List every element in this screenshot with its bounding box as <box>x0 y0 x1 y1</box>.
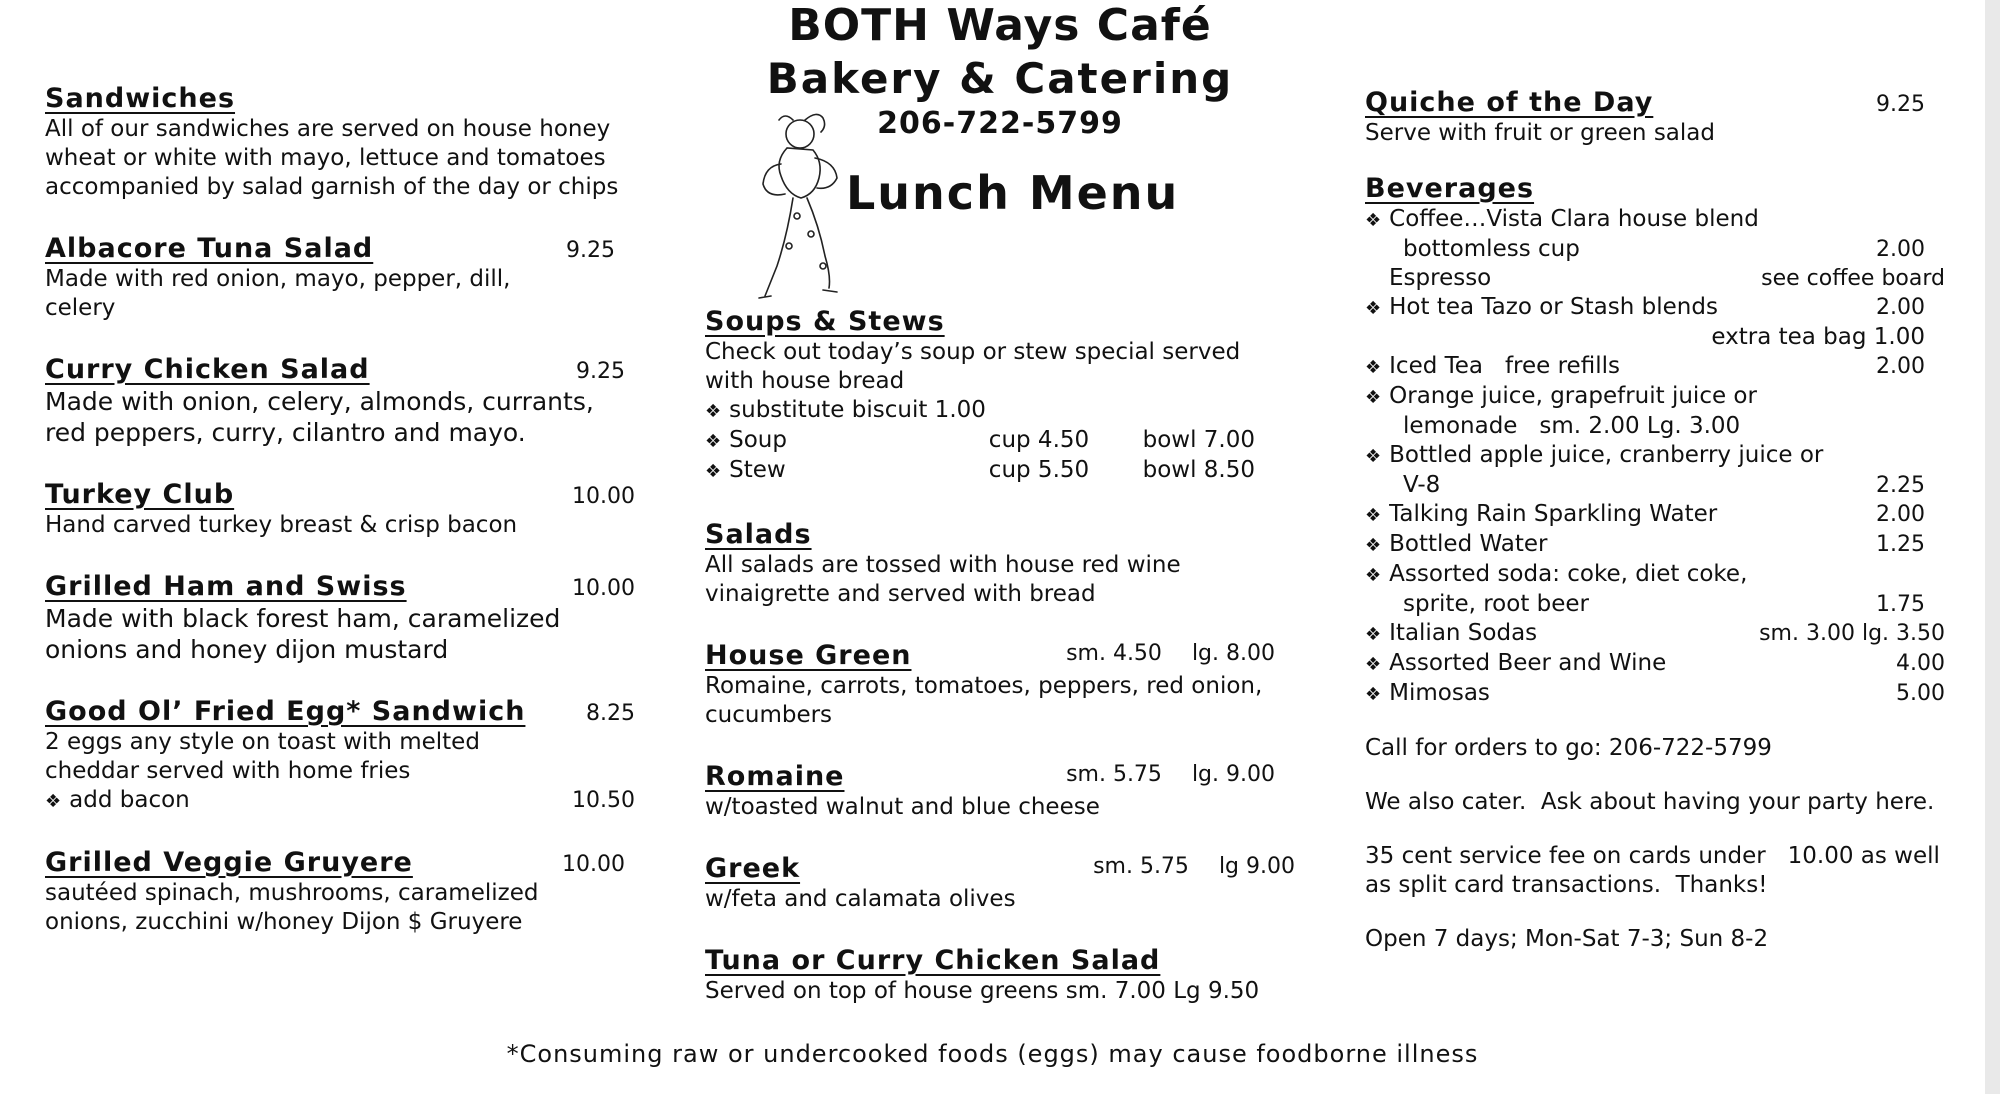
soups-salads-column <box>705 305 1305 1036</box>
item-desc: sautéed spinach, mushrooms, caramelized onions, zucchini w/honey Dijon $ Gruyere <box>45 880 539 935</box>
water-label: ❖ Bottled Water <box>1365 530 1547 560</box>
item-desc: Served on top of house greens sm. 7.00 Lg 9.50 <box>705 978 1260 1004</box>
food-safety-footer: *Consuming raw or undercooked foods (eggs) may cause foodborne illness <box>506 1040 1479 1068</box>
espresso-label: Espresso <box>1389 265 1492 291</box>
item-name: Tuna or Curry Chicken Salad <box>705 945 1161 976</box>
sandwiches-heading: Sandwiches <box>45 83 236 114</box>
mimosas-label: ❖ Mimosas <box>1365 679 1490 709</box>
menu-item <box>45 695 635 816</box>
sandwiches-column <box>45 82 645 967</box>
soup-bowl: bowl 7.00 <box>1142 427 1255 453</box>
rain-label: ❖ Talking Rain Sparkling Water <box>1365 500 1717 530</box>
item-price: 9.25 <box>566 238 615 263</box>
hot-tea-label: ❖ Hot tea Tazo or Stash blends <box>1365 293 1718 323</box>
juice-line: ❖ Orange juice, grapefruit juice or <box>1365 382 1945 412</box>
stew-cup: cup 5.50 <box>988 457 1090 483</box>
soups-intro: Check out today’s soup or stew special served with house bread <box>705 339 1241 394</box>
beverages-heading: Beverages <box>1365 173 1535 204</box>
v8-row <box>1365 471 1945 500</box>
call-line: Call for orders to go: 206-722-5799 <box>1365 735 1772 761</box>
item-name: Grilled Veggie Gruyere <box>45 847 413 878</box>
lunch-menu-title: Lunch Menu <box>846 166 1180 220</box>
item-price: 10.00 <box>572 484 635 509</box>
large-price: lg. 8.00 <box>1191 641 1275 666</box>
soda-label: sprite, root beer <box>1403 591 1589 617</box>
menu-item <box>705 639 1305 730</box>
page-edge <box>1985 0 2000 1094</box>
cafe-phone: 206-722-5799 <box>877 106 1123 141</box>
soda-line: ❖ Assorted soda: coke, diet coke, <box>1365 560 1945 590</box>
cafe-title: BOTH Ways Café <box>788 0 1212 51</box>
item-price: 10.00 <box>572 576 635 601</box>
water-price: 1.25 <box>1876 532 1925 557</box>
item-desc: Made with onion, celery, almonds, currants, red peppers, curry, cilantro and mayo. <box>45 387 594 447</box>
extra-tea-line: extra tea bag 1.00 <box>1711 324 1925 350</box>
iced-tea-label: ❖ Iced Tea free refills <box>1365 352 1620 382</box>
mimosas-row <box>1365 679 1945 709</box>
salads-intro: All salads are tossed with house red wine vinaigrette and served with bread <box>705 552 1181 607</box>
stew-row <box>705 456 1255 486</box>
item-desc: Hand carved turkey breast & crisp bacon <box>45 512 518 538</box>
item-name: Albacore Tuna Salad <box>45 233 374 264</box>
menu-item <box>45 478 635 540</box>
item-sizes <box>1066 639 1275 672</box>
italian-price: sm. 3.00 lg. 3.50 <box>1759 621 1945 646</box>
item-desc: Made with red onion, mayo, pepper, dill, celery <box>45 266 511 321</box>
hot-tea-row <box>1365 293 1945 323</box>
menu-item <box>705 944 1305 1006</box>
italian-row <box>1365 619 1945 649</box>
item-name: Romaine <box>705 761 845 792</box>
italian-label: ❖ Italian Sodas <box>1365 619 1537 649</box>
beer-label: ❖ Assorted Beer and Wine <box>1365 649 1666 679</box>
large-price: lg 9.00 <box>1218 854 1295 879</box>
addon-price: 10.50 <box>572 788 635 813</box>
fee-line: 35 cent service fee on cards under 10.00 as well as split card transactions. Thanks! <box>1365 843 1948 898</box>
item-desc: w/toasted walnut and blue cheese <box>705 794 1100 820</box>
bottled-juice-line: ❖ Bottled apple juice, cranberry juice or <box>1365 441 1945 471</box>
menu-item <box>45 570 635 665</box>
soup-cup: cup 4.50 <box>988 427 1090 453</box>
beverages-column <box>1365 86 1948 954</box>
addon-row <box>45 786 635 816</box>
mimosas-price: 5.00 <box>1896 681 1945 706</box>
item-price: 10.00 <box>562 852 625 877</box>
soup-label: ❖ Soup <box>705 426 975 456</box>
coffee-label: bottomless cup <box>1403 236 1580 262</box>
menu-item <box>45 846 625 937</box>
item-desc: Romaine, carrots, tomatoes, peppers, red onion, cucumbers <box>705 673 1263 728</box>
lemonade-line: lemonade sm. 2.00 Lg. 3.00 <box>1403 413 1741 439</box>
menu-item <box>45 232 615 323</box>
soda-price: 1.75 <box>1876 592 1925 617</box>
cater-line: We also cater. Ask about having your party here. <box>1365 789 1935 815</box>
cafe-subtitle: Bakery & Catering <box>766 54 1234 103</box>
item-price: 8.25 <box>586 701 635 726</box>
menu-item <box>705 852 1305 914</box>
item-name: House Green <box>705 640 912 671</box>
small-price: sm. 5.75 <box>1093 854 1189 879</box>
rain-price: 2.00 <box>1876 502 1925 527</box>
small-price: sm. 5.75 <box>1066 762 1162 787</box>
coffee-line: ❖ Coffee…Vista Clara house blend <box>1365 205 1945 235</box>
item-desc: Made with black forest ham, caramelized onions and honey dijon mustard <box>45 604 561 664</box>
soda-row <box>1365 590 1945 619</box>
quiche-desc: Serve with fruit or green salad <box>1365 120 1715 146</box>
coffee-row <box>1365 235 1945 264</box>
v8-price: 2.25 <box>1876 473 1925 498</box>
iced-tea-row <box>1365 352 1945 382</box>
item-name: Curry Chicken Salad <box>45 354 370 385</box>
iced-tea-price: 2.00 <box>1876 354 1925 379</box>
item-desc: w/feta and calamata olives <box>705 886 1016 912</box>
menu-item <box>45 353 625 448</box>
biscuit-line: ❖ substitute biscuit 1.00 <box>705 396 1305 426</box>
quiche-item <box>1365 86 1945 148</box>
v8-label: V-8 <box>1403 472 1441 498</box>
item-name: Good Ol’ Fried Egg* Sandwich <box>45 696 526 727</box>
sandwiches-intro: All of our sandwiches are served on house honey wheat or white with mayo, lettuce and tomatoes accompanied by salad garnish of the day or chips <box>45 116 619 200</box>
coffee-price: 2.00 <box>1876 237 1925 262</box>
soups-heading: Soups & Stews <box>705 306 945 337</box>
large-price: lg. 9.00 <box>1191 762 1275 787</box>
hot-tea-price: 2.00 <box>1876 295 1925 320</box>
salads-heading: Salads <box>705 519 812 550</box>
menu-item <box>705 760 1305 822</box>
stew-label: ❖ Stew <box>705 456 975 486</box>
item-desc: 2 eggs any style on toast with melted cheddar served with home fries <box>45 729 480 784</box>
soup-row <box>705 426 1255 456</box>
item-sizes <box>1093 852 1295 885</box>
item-name: Grilled Ham and Swiss <box>45 571 407 602</box>
item-name: Turkey Club <box>45 479 235 510</box>
hours-line: Open 7 days; Mon-Sat 7-3; Sun 8-2 <box>1365 926 1769 952</box>
stew-bowl: bowl 8.50 <box>1142 457 1255 483</box>
rain-row <box>1365 500 1945 530</box>
item-sizes <box>1066 760 1275 793</box>
quiche-price: 9.25 <box>1876 92 1925 117</box>
small-price: sm. 4.50 <box>1066 641 1162 666</box>
water-row <box>1365 530 1945 560</box>
quiche-name: Quiche of the Day <box>1365 87 1654 118</box>
beer-price: 4.00 <box>1896 651 1945 676</box>
addon-label: ❖ add bacon <box>45 786 190 816</box>
beer-row <box>1365 649 1945 679</box>
espresso-row <box>1365 264 1945 293</box>
item-name: Greek <box>705 853 801 884</box>
espresso-price: see coffee board <box>1761 266 1945 291</box>
item-price: 9.25 <box>576 359 625 384</box>
